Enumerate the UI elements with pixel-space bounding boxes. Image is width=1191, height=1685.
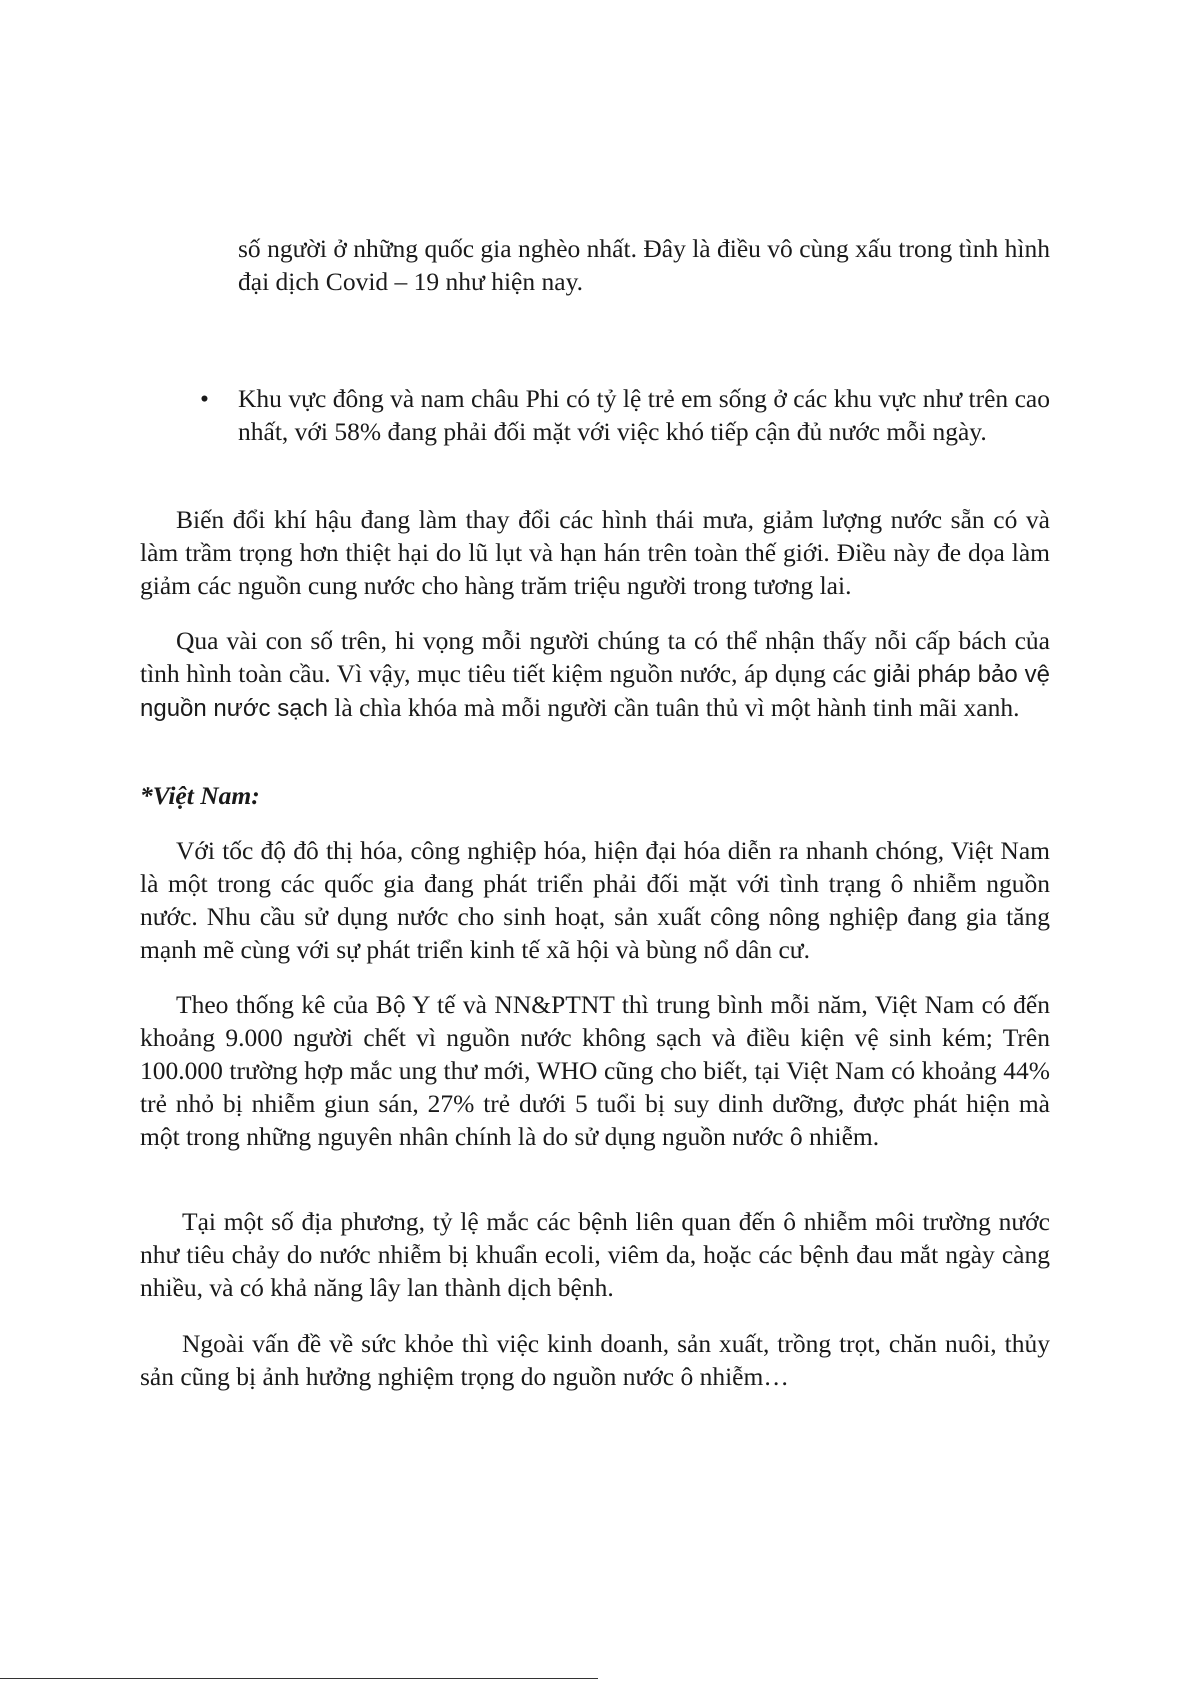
footnote-separator	[0, 1678, 598, 1679]
paragraph-climate: Biến đổi khí hậu đang làm thay đổi các hình thái mưa, giảm lượng nước sẵn có và làm trầm trọng hơn thiệt hại do lũ lụt và hạn hán trên toàn thế giới. Điều này đe dọa làm giảm các nguồn cung nước cho hàng trăm triệu người trong tương lai.	[140, 505, 1050, 600]
paragraph-local-diseases: Tại một số địa phương, tỷ lệ mắc các bệnh liên quan đến ô nhiễm môi trường nước như tiêu chảy do nước nhiễm bị khuẩn ecoli, viêm da, hoặc các bệnh đau mắt ngày càng nhiều, và có khả năng lây lan thành dịch bệnh.	[140, 1207, 1050, 1302]
paragraph-hope-start: Qua vài con số trên, hi vọng mỗi người chúng ta có thể nhận thấy nỗi cấp bách của tình hình toàn cầu. Vì vậy, mục tiêu tiết kiệm nguồn nước, áp dụng các	[140, 626, 1050, 688]
paragraph-urbanization: Với tốc độ đô thị hóa, công nghiệp hóa, hiện đại hóa diễn ra nhanh chóng, Việt Nam là một trong các quốc gia đang phát triển phải đối mặt với tình trạng ô nhiễm nguồn nước. Nhu cầu sử dụng nước cho sinh hoạt, sản xuất công nông nghiệp đang gia tăng mạnh mẽ cùng với sự phát triển kinh tế xã hội và bùng nổ dân cư.	[140, 836, 1050, 964]
bullet-marker: •	[200, 384, 209, 413]
bullet-text: Khu vực đông và nam châu Phi có tỷ lệ trẻ em sống ở các khu vực như trên cao nhất, với 58% đang phải đối mặt với việc khó tiếp cận đủ nước mỗi ngày.	[238, 384, 1050, 446]
solutions-link[interactable]: giải pháp bảo vệ nguồn nước sạch	[140, 661, 1050, 722]
paragraph-hope-end: là chìa khóa mà mỗi người cần tuân thủ vì một hành tinh mãi xanh.	[327, 693, 1020, 722]
continuation-text: số người ở những quốc gia nghèo nhất. Đây là điều vô cùng xấu trong tình hình đại dịch Covid – 19 như hiện nay.	[238, 234, 1050, 296]
paragraph-economy: Ngoài vấn đề về sức khỏe thì việc kinh doanh, sản xuất, trồng trọt, chăn nuôi, thủy sản cũng bị ảnh hưởng nghiệm trọng do nguồn nước ô nhiễm…	[140, 1329, 1050, 1391]
paragraph-hope	[140, 624, 1050, 725]
paragraph-statistics: Theo thống kê của Bộ Y tế và NN&PTNT thì trung bình mỗi năm, Việt Nam có đến khoảng 9.000 người chết vì nguồn nước không sạch và điều kiện vệ sinh kém; Trên 100.000 trường hợp mắc ung thư mới, WHO cũng cho biết, tại Việt Nam có khoảng 44% trẻ nhỏ bị nhiễm giun sán, 27% trẻ dưới 5 tuổi bị suy dinh dưỡng, được phát hiện mà một trong những nguyên nhân chính là do sử dụng nguồn nước ô nhiễm.	[140, 990, 1050, 1151]
heading-vietnam: *Việt Nam:	[140, 781, 260, 810]
